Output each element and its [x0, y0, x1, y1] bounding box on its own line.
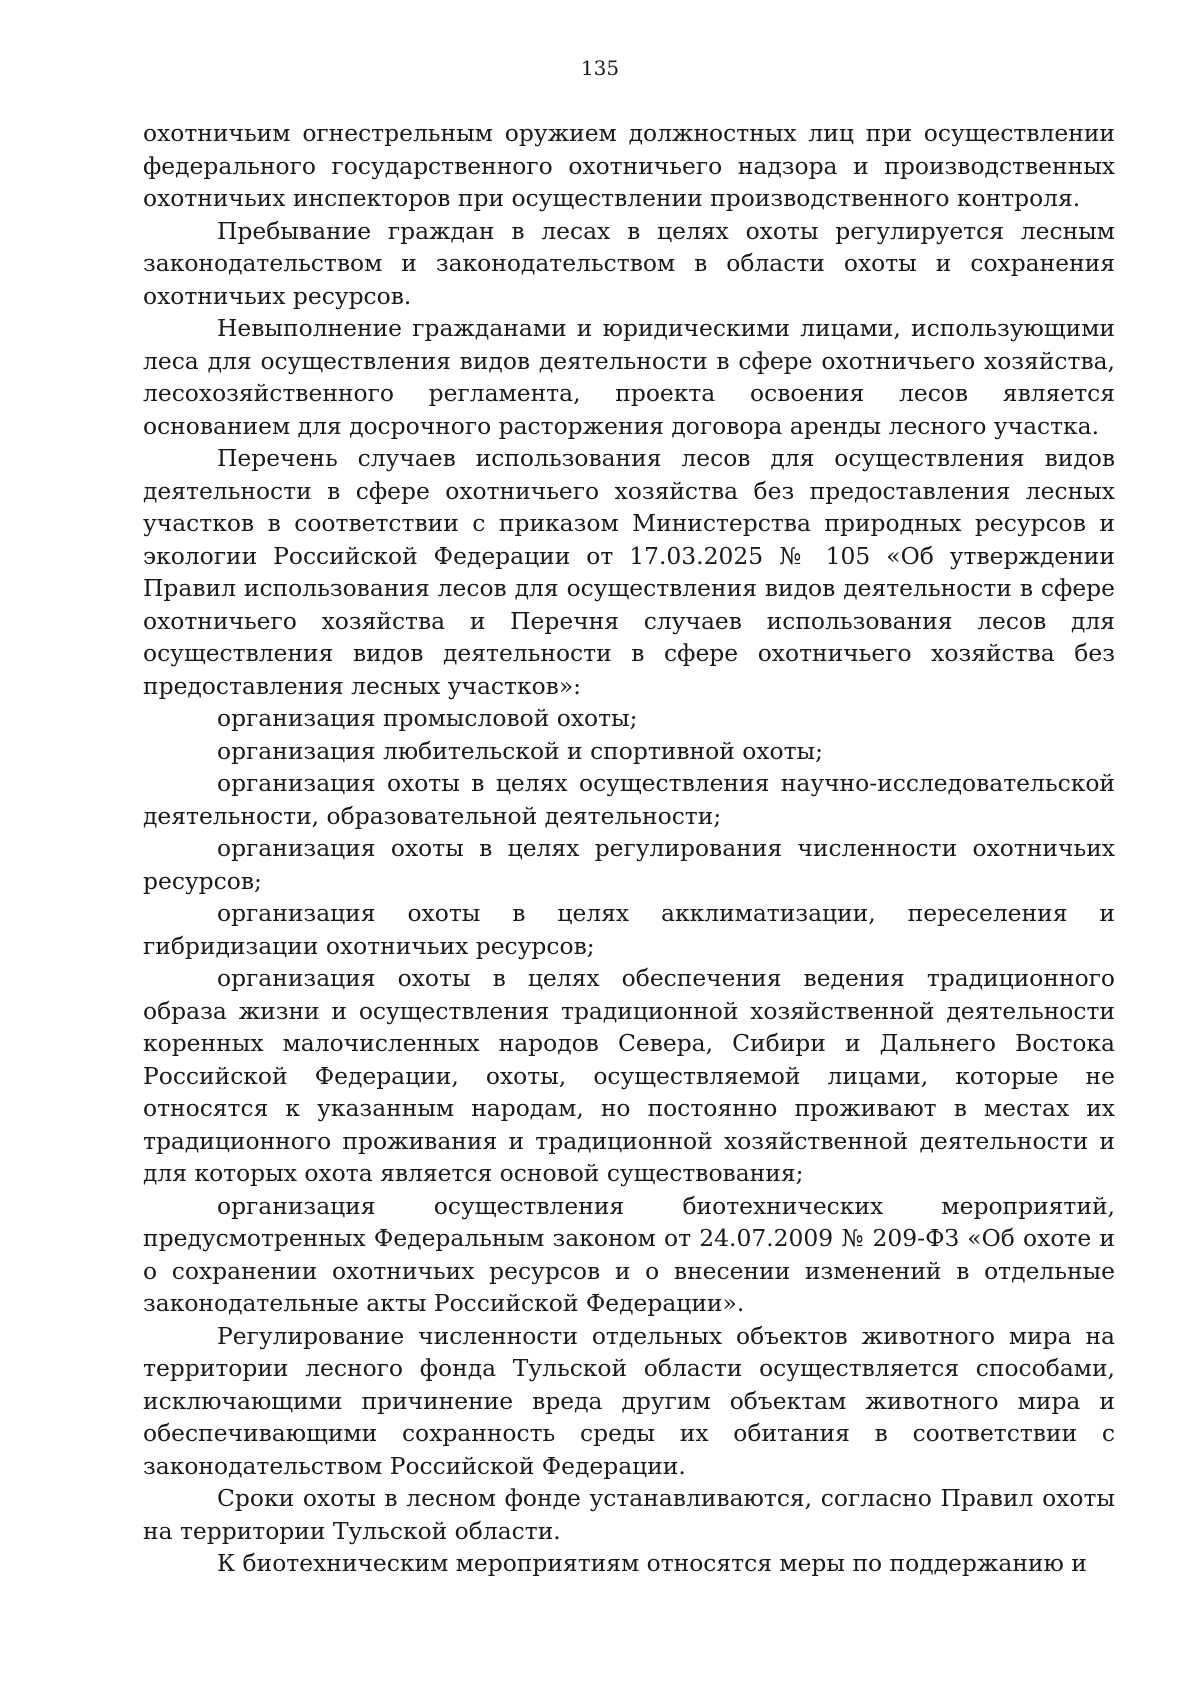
list-item: организация охоты в целях обеспечения ведения традиционного образа жизни и осуществления традиционной хозяйственной деятельности коренных малочисленных народов Севера, Сибири и Дальнего Востока Российской Федерации, охоты, осуществляемой лицами, которые не относятся к указанным народам, но постоянно проживают в местах их традиционного проживания и традиционной хозяйственной деятельности и для которых охота является основой существования;	[143, 964, 1115, 1187]
paragraph: Перечень случаев использования лесов для осуществления видов деятельности в сфере охотничьего хозяйства без предоставления лесных участков в соответствии с приказом Министерства природных ресурсов и экологии Российской Федерации от 17.03.2025 № 105 «Об утверждении Правил использования лесов для осуществления видов деятельности в сфере охотничьего хозяйства и Перечня случаев использования лесов для осуществления видов деятельности в сфере охотничьего хозяйства без предоставления лесных участков»:	[143, 444, 1115, 700]
paragraph: Пребывание граждан в лесах в целях охоты регулируется лесным законодательством и законодательством в области охоты и сохранения охотничьих ресурсов.	[143, 216, 1115, 310]
paragraph: Сроки охоты в лесном фонде устанавливаются, согласно Правил охоты на территории Тульской области.	[143, 1484, 1115, 1545]
list-item: организация любительской и спортивной охоты;	[217, 736, 824, 765]
paragraph-continuation: охотничьим огнестрельным оружием должностных лиц при осуществлении федерального государственного охотничьего надзора и производственных охотничьих инспекторов при осуществлении производственного контроля.	[143, 119, 1115, 212]
paragraph: Регулирование численности отдельных объектов животного мира на территории лесного фонда Тульской области осуществляется способами, исключающими причинение вреда другим объектам животного мира и обеспечивающими сохранность среды их обитания в соответствии с законодательством Российской Федерации.	[143, 1321, 1115, 1480]
paragraph: К биотехническим мероприятиям относятся меры по поддержанию и	[217, 1549, 1087, 1577]
list-item: организация охоты в целях осуществления научно-исследовательской деятельности, образовательной деятельности;	[143, 769, 1115, 830]
page-number: 135	[580, 56, 620, 80]
paragraph: Невыполнение гражданами и юридическими лицами, использующими леса для осуществления видов деятельности в сфере охотничьего хозяйства, лесохозяйственного регламента, проекта освоения лесов является основанием для досрочного расторжения договора аренды лесного участка.	[143, 314, 1115, 440]
document-body	[143, 117, 1115, 1580]
list-item: организация осуществления биотехнических мероприятий, предусмотренных Федеральным законом от 24.07.2009 № 209-ФЗ «Об охоте и о сохранении охотничьих ресурсов и о внесении изменений в отдельные законодательные акты Российской Федерации».	[143, 1191, 1115, 1317]
list-item: организация охоты в целях акклиматизации, переселения и гибридизации охотничьих ресурсов;	[143, 899, 1115, 960]
list-item: организация охоты в целях регулирования численности охотничьих ресурсов;	[143, 834, 1115, 895]
list-item: организация промысловой охоты;	[217, 704, 638, 732]
